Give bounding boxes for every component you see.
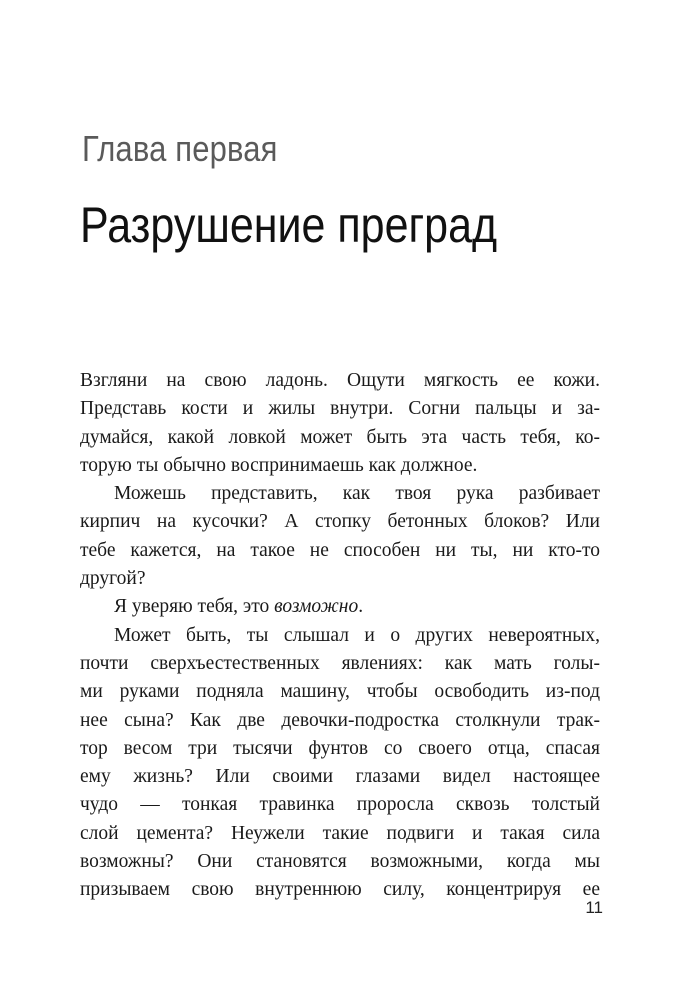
text-line: призываем свою внутреннюю силу, концентрируя ее — [80, 879, 600, 901]
text-line: другой? — [80, 568, 146, 590]
text-line: чудо — тонкая травинка проросла сквозь толстый — [80, 794, 600, 816]
text-line: кирпич на кусочки? А стопку бетонных блоков? Или — [80, 511, 600, 533]
text-line: ему жизнь? Или своими глазами видел настоящее — [80, 766, 600, 788]
text-line: тор весом три тысячи фунтов со своего отца, спасая — [80, 737, 600, 759]
chapter-label: Глава первая — [82, 128, 278, 169]
chapter-title: Разрушение преград — [80, 197, 498, 253]
text-line: Представь кости и жилы внутри. Согни пальцы и за- — [80, 398, 600, 420]
text-line: Можешь представить, как твоя рука разбивает — [114, 483, 600, 505]
paragraph-3 — [80, 593, 600, 621]
text-run: Я уверяю тебя, это — [114, 596, 275, 618]
text-line: думайся, какой ловкой может быть эта часть тебя, ко- — [80, 426, 600, 448]
text-run: . — [358, 596, 364, 618]
text-line: Может быть, ты слышал и о других невероятных, — [114, 624, 600, 646]
text-line: тебе кажется, на такое не способен ни ты, ни кто-то — [80, 539, 600, 561]
paragraph-4 — [80, 622, 600, 905]
text-line — [80, 593, 600, 621]
text-line: торую ты обычно воспринимаешь как должное. — [80, 454, 478, 476]
paragraph-1 — [80, 367, 600, 480]
text-line: почти сверхъестественных явлениях: как мать голы- — [80, 652, 600, 674]
text-line: слой цемента? Неужели такие подвиги и такая сила — [80, 822, 600, 844]
page-number: 11 — [585, 898, 603, 917]
text-line: ми руками подняла машину, чтобы освободить из-под — [80, 681, 600, 703]
paragraph-2 — [80, 480, 600, 593]
text-line: Взгляни на свою ладонь. Ощути мягкость ее кожи. — [80, 370, 600, 391]
emphasized-word: возможно — [274, 596, 359, 618]
body-text — [80, 367, 600, 905]
text-line: нее сына? Как две девочки-подростка столкнули трак- — [80, 709, 600, 731]
text-line: возможны? Они становятся возможными, когда мы — [80, 851, 600, 873]
